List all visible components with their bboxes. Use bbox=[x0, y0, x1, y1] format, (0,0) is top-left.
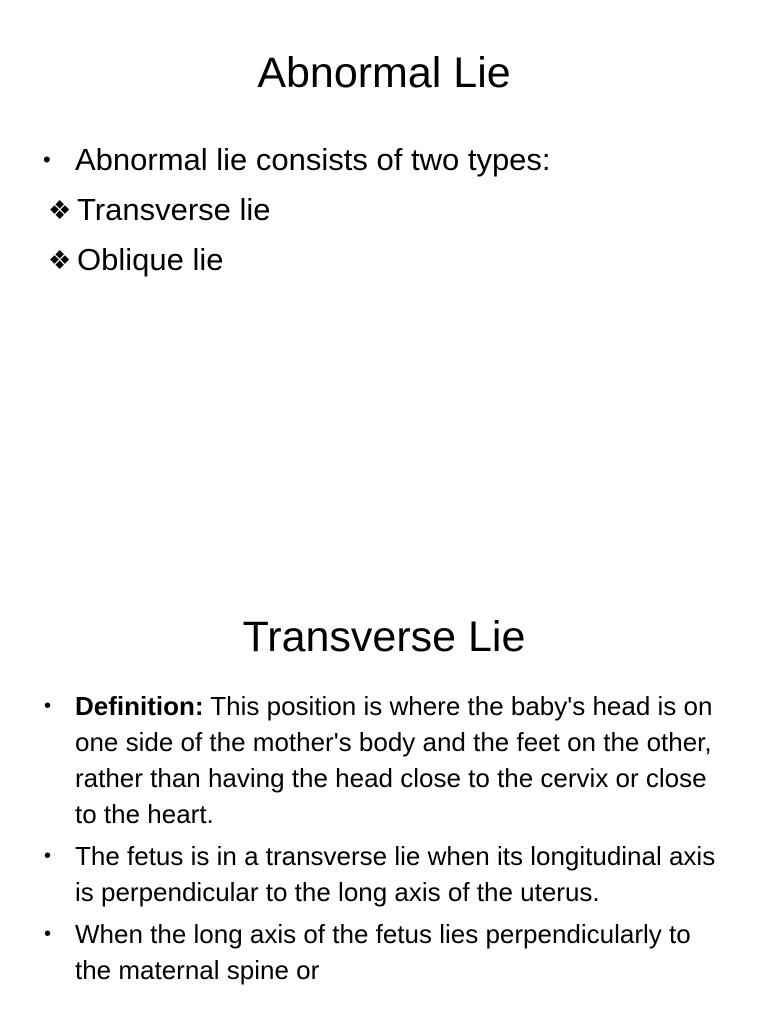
diamond-bullet-icon: ❖ bbox=[48, 245, 72, 275]
definition-text: This position is where the baby's head is on one side of the mother's body and the feet on the other, rather than having the head close to the cervix or close to the heart. bbox=[75, 691, 713, 829]
slide-transverse-lie bbox=[0, 560, 768, 1024]
bullet-icon: • bbox=[44, 923, 52, 945]
list-item bbox=[0, 240, 768, 290]
list-item bbox=[0, 838, 768, 910]
bullet-text: When the long axis of the fetus lies perpendicularly to the maternal spine or bbox=[75, 919, 691, 985]
list-item bbox=[0, 140, 768, 190]
bullet-text: Abnormal lie consists of two types: bbox=[75, 142, 551, 177]
slide-title: Transverse Lie bbox=[242, 613, 526, 661]
slide-title: Abnormal Lie bbox=[257, 49, 511, 97]
definition-label: Definition: bbox=[75, 691, 204, 721]
diamond-bullet-icon: ❖ bbox=[48, 195, 72, 225]
list-item bbox=[0, 688, 768, 832]
bullet-list bbox=[0, 140, 768, 290]
list-item bbox=[0, 190, 768, 240]
bullet-icon: • bbox=[43, 147, 51, 172]
bullet-list bbox=[0, 688, 768, 994]
subitem-transverse-lie: Transverse lie bbox=[77, 192, 271, 227]
bullet-icon: • bbox=[44, 695, 52, 717]
bullet-icon: • bbox=[44, 845, 52, 867]
list-item bbox=[0, 916, 768, 988]
subitem-oblique-lie: Oblique lie bbox=[77, 242, 224, 277]
bullet-text: The fetus is in a transverse lie when its longitudinal axis is perpendicular to the long axis of the uterus. bbox=[75, 841, 716, 907]
